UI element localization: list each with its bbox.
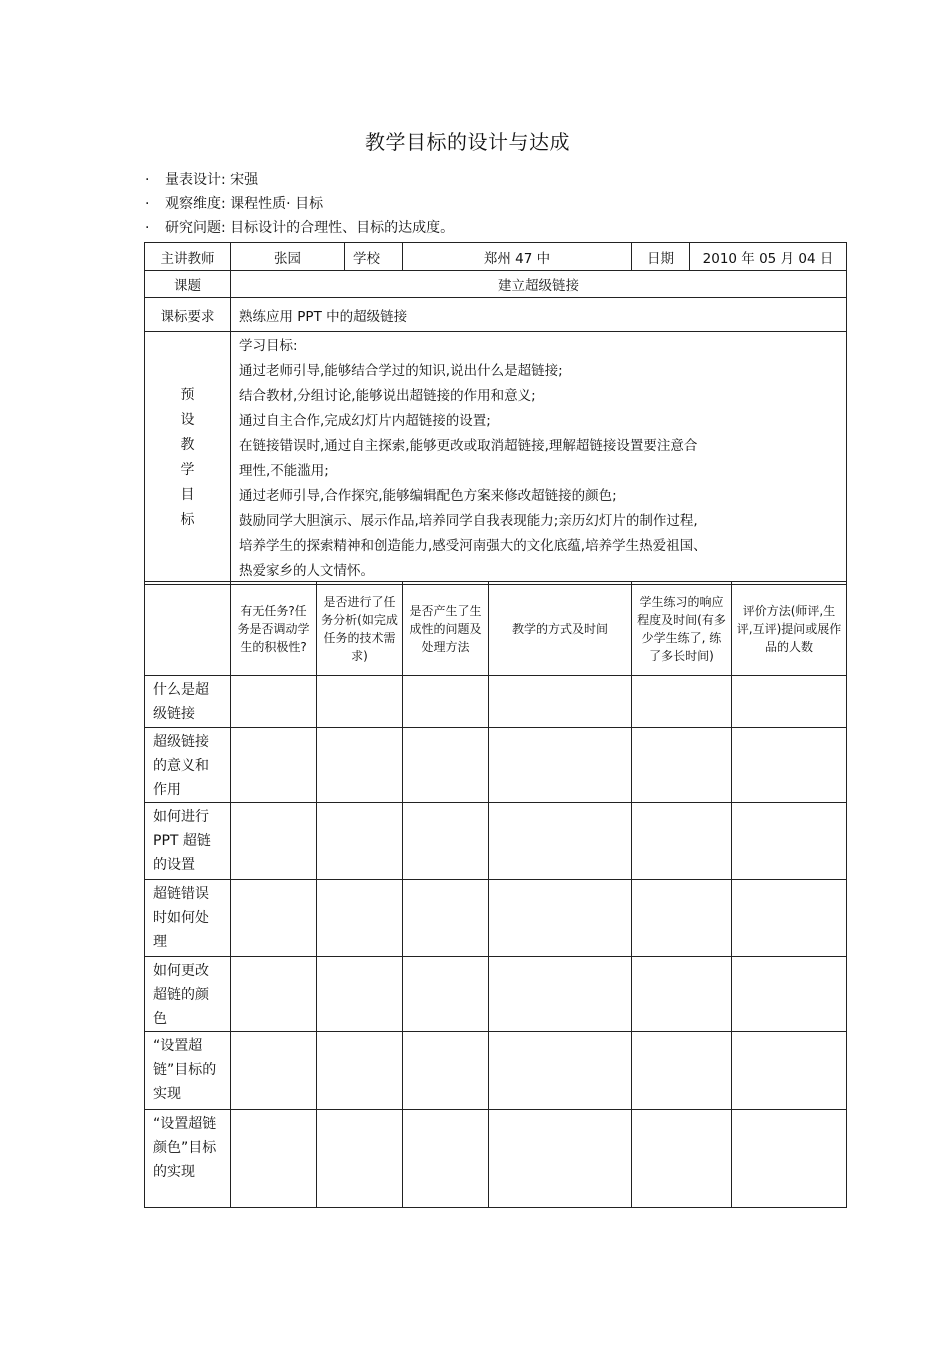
header-cell: 教学的方式及时间 (489, 582, 632, 676)
cell (317, 676, 403, 728)
goals-label-char: 标 (180, 512, 195, 528)
goal-line: 热爱家乡的人文情怀。 (239, 563, 374, 579)
lesson-info-table (144, 242, 847, 585)
cell (231, 728, 317, 803)
cell (489, 803, 632, 880)
table-row (145, 803, 847, 880)
cell (317, 1110, 403, 1208)
meta-value: 宋强 (230, 172, 259, 188)
row-topic: “设置超链”目标的实现 (145, 1032, 231, 1110)
topic-value: 建立超级链接 (231, 271, 847, 298)
goal-line: 在链接错误时,通过自主探索,能够更改或取消超链接,理解超链接设置要注意合 (239, 438, 698, 454)
topic-label: 课题 (145, 271, 231, 298)
school-value: 郑州 47 中 (403, 243, 632, 271)
goal-line: 通过自主合作,完成幻灯片内超链接的设置; (239, 413, 491, 429)
observation-header-row (145, 582, 847, 676)
cell (632, 1032, 732, 1110)
cell (489, 728, 632, 803)
goals-text (231, 332, 847, 585)
goal-line: 结合教材,分组讨论,能够说出超链接的作用和意义; (239, 388, 536, 404)
meta-dimension (145, 192, 454, 216)
cell (489, 1032, 632, 1110)
goals-label-char: 设 (180, 412, 195, 428)
header-cell: 学生练习的响应程度及时间(有多少学生练了, 练了多长时间) (632, 582, 732, 676)
cell (403, 676, 489, 728)
cell (732, 880, 847, 957)
date-label: 日期 (632, 243, 690, 271)
goals-label-char: 预 (180, 387, 195, 403)
goal-line: 理性,不能滥用; (239, 463, 329, 479)
goal-line: 鼓励同学大胆演示、展示作品,培养同学自我表现能力;亲历幻灯片的制作过程, (239, 513, 698, 529)
goal-line: 通过老师引导,合作探究,能够编辑配色方案来修改超链接的颜色; (239, 488, 617, 504)
row-topic: 什么是超级链接 (145, 676, 231, 728)
cell (403, 1110, 489, 1208)
header-cell: 是否进行了任务分析(如完成任务的技术需求) (317, 582, 403, 676)
table-row (145, 728, 847, 803)
page-title: 教学目标的设计与达成 (365, 130, 570, 154)
row-topic: 超链错误时如何处理 (145, 880, 231, 957)
meta-list (145, 168, 454, 240)
bullet: · (145, 196, 150, 212)
cell (231, 676, 317, 728)
requirement-label: 课标要求 (145, 298, 231, 332)
cell (403, 728, 489, 803)
teacher-value: 张园 (231, 243, 345, 271)
meta-label: 量表设计: (165, 172, 226, 188)
cell (489, 880, 632, 957)
cell (732, 1110, 847, 1208)
goal-line: 通过老师引导,能够结合学过的知识,说出什么是超链接; (239, 363, 563, 379)
cell (317, 803, 403, 880)
goals-label (145, 332, 231, 585)
cell (403, 803, 489, 880)
row-topic: 如何进行 PPT 超链的设置 (145, 803, 231, 880)
header-cell: 评价方法(师评,生评,互评)提问或展作品的人数 (732, 582, 847, 676)
row-topic: “设置超链颜色”目标的实现 (145, 1110, 231, 1208)
goals-label-char: 教 (180, 437, 195, 453)
bullet: · (145, 172, 150, 188)
cell (231, 1110, 317, 1208)
date-value: 2010 年 05 月 04 日 (690, 243, 847, 271)
school-label: 学校 (345, 243, 403, 271)
header-cell (145, 582, 231, 676)
goals-label-char: 目 (180, 487, 195, 503)
table-row (145, 1110, 847, 1208)
cell (231, 957, 317, 1032)
goal-line: 学习目标: (239, 338, 298, 354)
cell (231, 1032, 317, 1110)
cell (732, 957, 847, 1032)
cell (732, 803, 847, 880)
cell (632, 880, 732, 957)
cell (317, 1032, 403, 1110)
cell (403, 957, 489, 1032)
meta-value: 课程性质· 目标 (230, 196, 324, 212)
cell (632, 803, 732, 880)
cell (632, 728, 732, 803)
requirement-value: 熟练应用 PPT 中的超级链接 (231, 298, 847, 332)
meta-label: 观察维度: (165, 196, 226, 212)
cell (732, 728, 847, 803)
row-topic: 超级链接的意义和作用 (145, 728, 231, 803)
table-row (145, 880, 847, 957)
cell (732, 1032, 847, 1110)
cell (317, 880, 403, 957)
meta-label: 研究问题: (165, 220, 226, 236)
cell (489, 676, 632, 728)
row-topic: 如何更改超链的颜色 (145, 957, 231, 1032)
table-row (145, 957, 847, 1032)
goals-label-char: 学 (180, 462, 195, 478)
meta-value: 目标设计的合理性、目标的达成度。 (230, 220, 455, 236)
cell (231, 803, 317, 880)
table-row (145, 1032, 847, 1110)
header-cell: 是否产生了生成性的问题及处理方法 (403, 582, 489, 676)
cell (632, 1110, 732, 1208)
table-row (145, 676, 847, 728)
cell (403, 880, 489, 957)
cell (489, 1110, 632, 1208)
cell (403, 1032, 489, 1110)
cell (632, 957, 732, 1032)
cell (317, 957, 403, 1032)
header-cell: 有无任务?任务是否调动学生的积极性? (231, 582, 317, 676)
cell (317, 728, 403, 803)
cell (231, 880, 317, 957)
cell (632, 676, 732, 728)
teacher-label: 主讲教师 (145, 243, 231, 271)
bullet: · (145, 220, 150, 236)
cell (489, 957, 632, 1032)
cell (732, 676, 847, 728)
goal-line: 培养学生的探索精神和创造能力,感受河南强大的文化底蕴,培养学生热爱祖国、 (239, 538, 707, 554)
meta-question (145, 216, 454, 240)
observation-table (144, 581, 847, 1208)
meta-designer (145, 168, 454, 192)
